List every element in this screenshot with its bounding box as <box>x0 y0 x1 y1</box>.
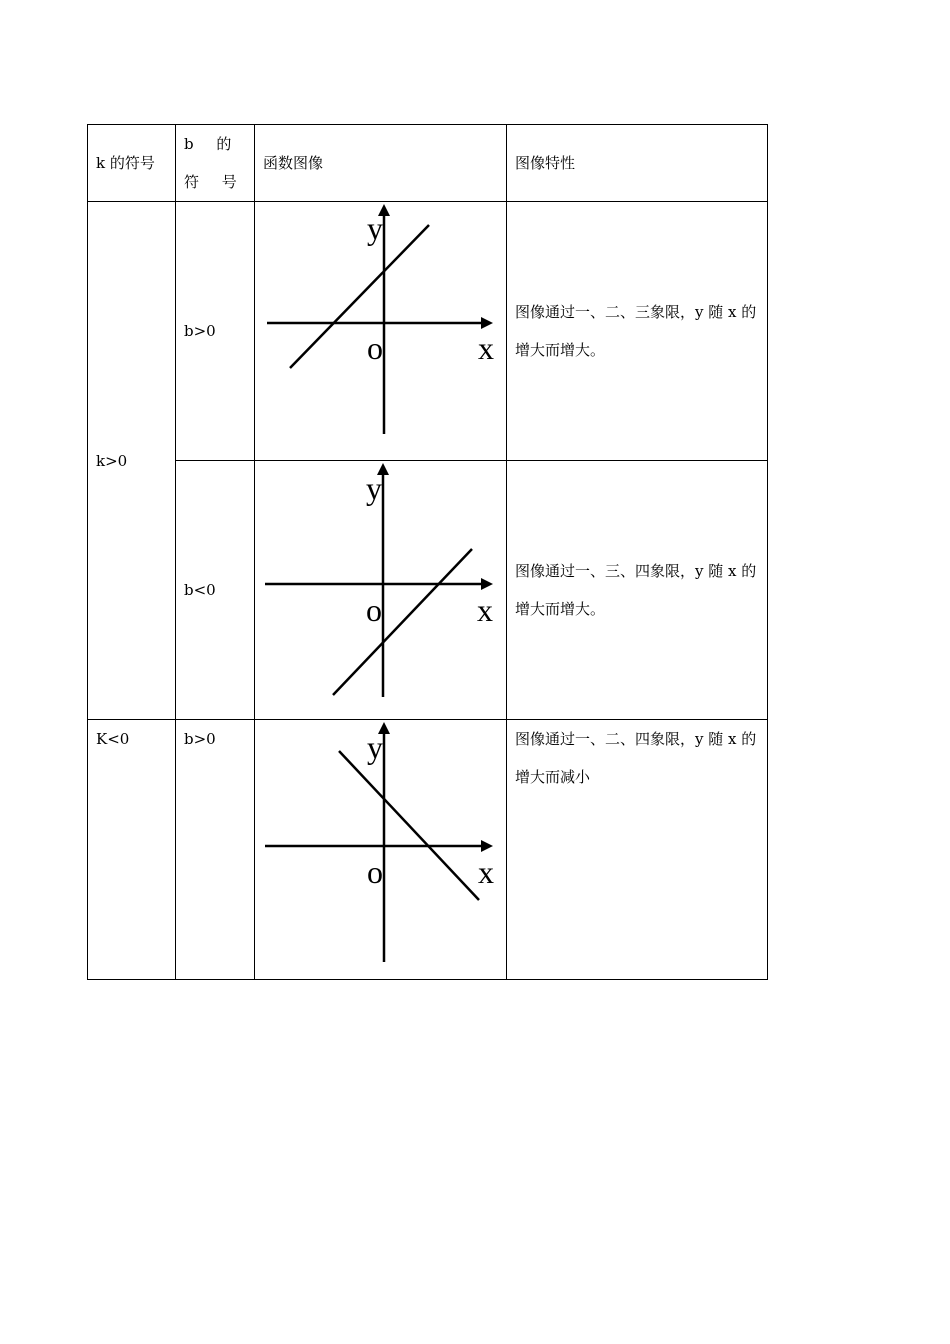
header-b-sign: b 的 符 号 <box>176 125 255 202</box>
k-positive-cell: k>0 <box>88 202 176 720</box>
y-axis-label: y <box>367 210 383 246</box>
origin-label: o <box>367 330 383 366</box>
x-axis-label: x <box>478 854 494 890</box>
x-axis-arrow <box>481 578 493 590</box>
k-negative-cell: K<0 <box>88 720 176 980</box>
function-line <box>339 751 479 900</box>
b-sign-cell: b>0 <box>176 720 255 980</box>
graph-cell <box>255 202 507 461</box>
feature-cell: 图像通过一、二、三象限，y 随 x 的增大而增大。 <box>507 202 768 461</box>
graph-increasing-b-negative <box>255 461 506 719</box>
graph-increasing-b-positive <box>255 202 506 460</box>
x-axis-label: x <box>477 592 493 628</box>
origin-label: o <box>366 592 382 628</box>
header-feature: 图像特性 <box>507 125 768 202</box>
y-axis-label: y <box>367 729 383 765</box>
y-axis-label: y <box>366 470 382 506</box>
table-row <box>88 202 768 461</box>
table-row <box>88 720 768 980</box>
function-line <box>333 549 472 695</box>
header-row <box>88 125 768 202</box>
graph-cell <box>255 461 507 720</box>
linear-function-table <box>87 124 768 980</box>
origin-label: o <box>367 854 383 890</box>
graph-decreasing-b-positive <box>255 720 506 979</box>
header-k-sign: k 的符号 <box>88 125 176 202</box>
feature-cell: 图像通过一、二、四象限，y 随 x 的增大而减小 <box>507 720 768 980</box>
b-sign-cell: b>0 <box>176 202 255 461</box>
b-sign-cell: b<0 <box>176 461 255 720</box>
x-axis-label: x <box>478 330 494 366</box>
graph-cell <box>255 720 507 980</box>
header-graph: 函数图像 <box>255 125 507 202</box>
feature-cell: 图像通过一、三、四象限，y 随 x 的增大而增大。 <box>507 461 768 720</box>
x-axis-arrow <box>481 840 493 852</box>
function-line <box>290 225 429 368</box>
table-row <box>88 461 768 720</box>
x-axis-arrow <box>481 317 493 329</box>
